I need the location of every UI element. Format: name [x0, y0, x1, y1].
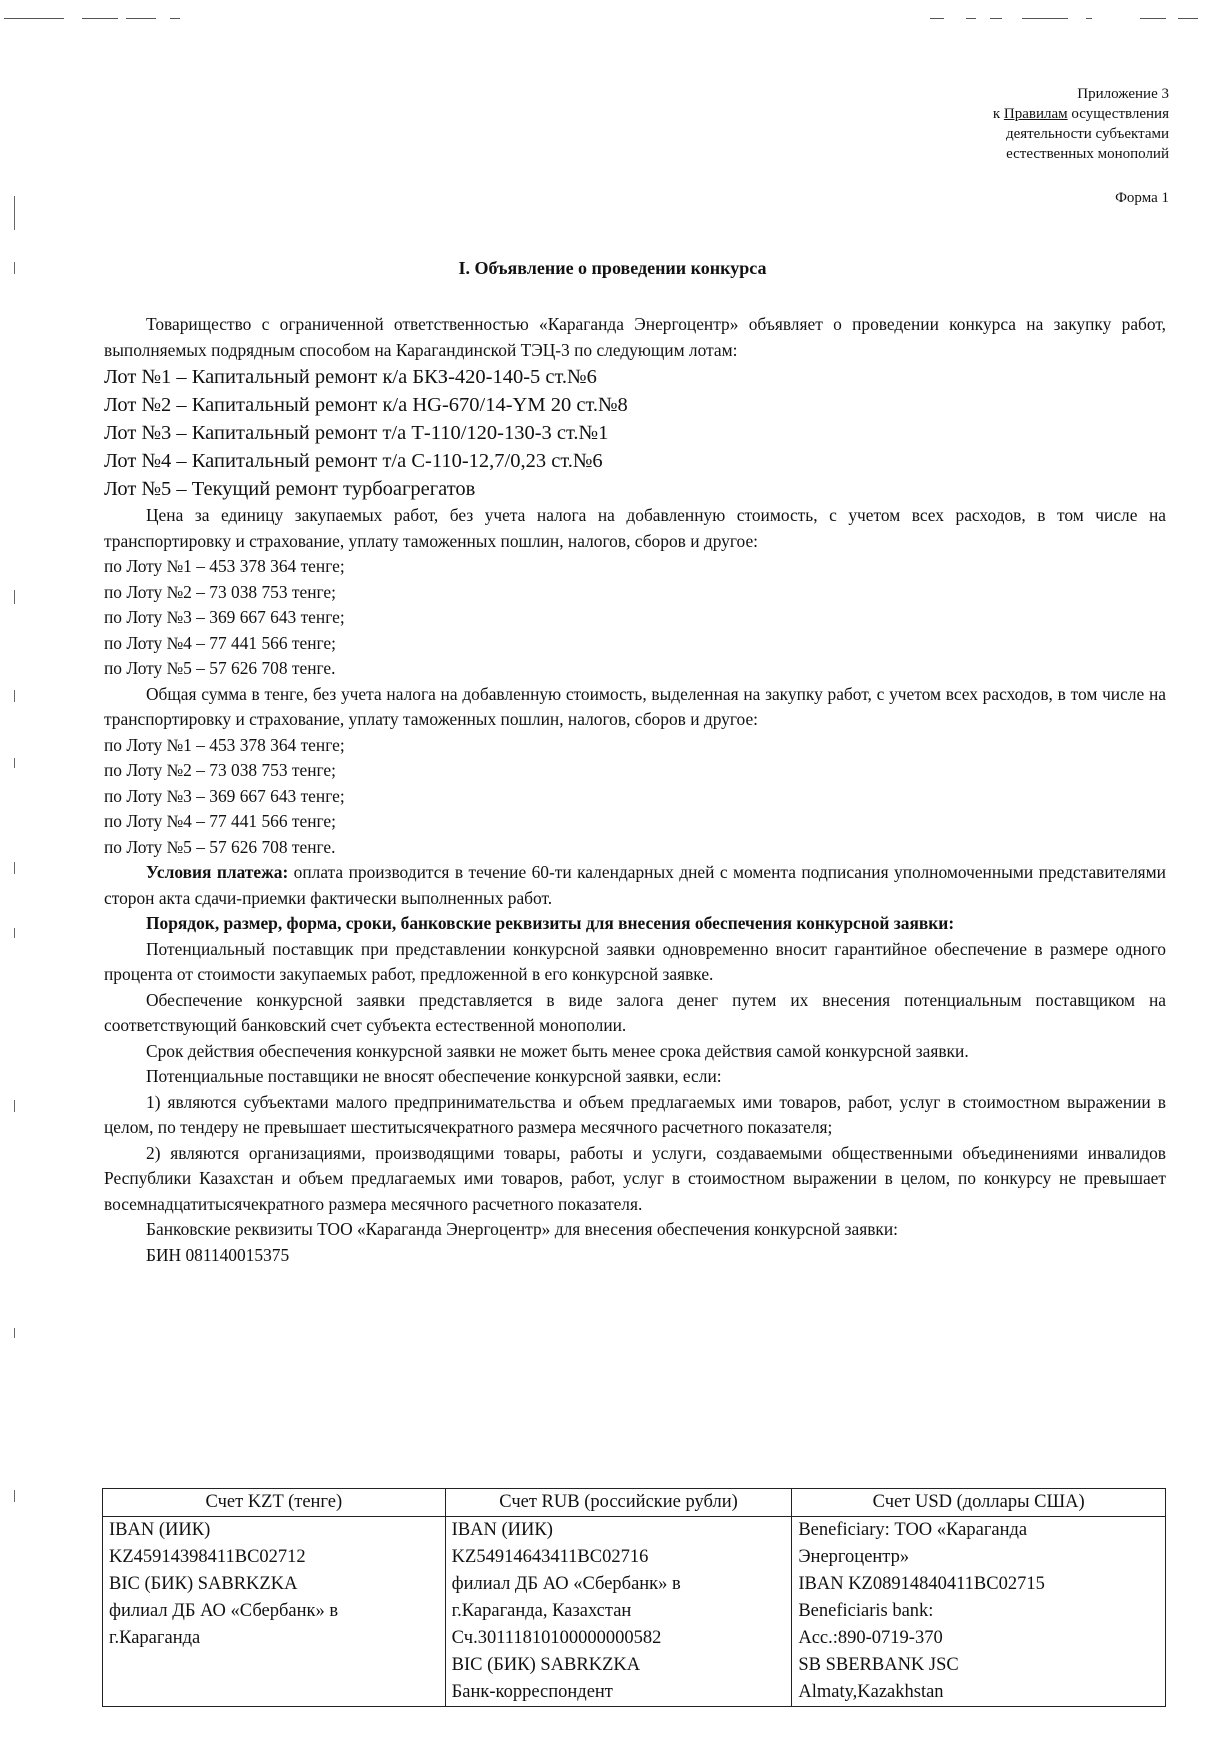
document-title: I. Объявление о проведении конкурса: [458, 258, 767, 278]
scan-edge-top: [0, 18, 1225, 20]
security-paragraph-2: Обеспечение конкурсной заявки представляется в виде залога денег путем их внесения потенциальным поставщиком на соответствующий банковский счет субъекта естественной монополии.: [104, 989, 1166, 1035]
total-item: по Лоту №2 – 73 038 753 тенге;: [104, 760, 336, 780]
bin-number: БИН 081140015375: [146, 1244, 290, 1265]
kzt-account-cell: IBAN (ИИК) KZ45914398411BC02712 BIC (БИК) SABRKZKA филиал ДБ АО «Сбербанк» в г.Караганда: [103, 1517, 446, 1707]
security-paragraph-1: Потенциальный поставщик при представлении конкурсной заявки одновременно вносит гарантийное обеспечение в размере одного процента от стоимости закупаемых работ, предложенной в его конкурсной заявке.: [104, 938, 1166, 984]
unit-price-intro: Цена за единицу закупаемых работ, без учета налога на добавленную стоимость, с учетом всех расходов, в том числе на транспортировку и страхование, уплату таможенных пошлин, налогов, сборов и другое:: [104, 505, 1166, 551]
header-kzt: Счет KZT (тенге): [103, 1489, 446, 1517]
appendix-note: [809, 84, 1169, 164]
exemption-intro: Потенциальные поставщики не вносят обеспечение конкурсной заявки, если:: [146, 1066, 722, 1086]
form-label: Форма 1: [1115, 190, 1169, 206]
appendix-line-3: деятельности субъектами: [1005, 126, 1169, 142]
header-usd: Счет USD (доллары США): [792, 1489, 1166, 1517]
total-item: по Лоту №1 – 453 378 364 тенге;: [104, 734, 345, 755]
unit-price-item: по Лоту №3 – 369 667 643 тенге;: [104, 607, 345, 627]
payment-terms: Условия платежа: оплата производится в течение 60-ти календарных дней с момента подписания уполномоченными представителями сторон акта сдачи-приемки фактически выполненных работ.: [104, 862, 1166, 908]
exemption-item-2: 2) являются организациями, производящими товары, работы и услуги, создаваемыми общественными объединениями инвалидов Республики Казахстан и объем предлагаемых ими товаров, работ, услуг в стоимостном выражении в целом, по конкурсу не превышает восемнадцатитысячекратного размера месячного расчетного показателя.: [104, 1142, 1166, 1214]
security-heading: Порядок, размер, форма, сроки, банковские реквизиты для внесения обеспечения конкурсной заявки:: [146, 913, 955, 933]
rub-account-cell: IBAN (ИИК) KZ54914643411BC02716 филиал ДБ АО «Сбербанк» в г.Караганда, Казахстан Сч.30111810100000000582 BIC (БИК) SABRKZKA Банк-корреспондент: [445, 1517, 792, 1707]
total-intro: Общая сумма в тенге, без учета налога на добавленную стоимость, выделенная на закупку работ, с учетом всех расходов, в том числе на транспортировку и страхование, уплату таможенных пошлин, налогов, сборов и другое:: [104, 683, 1166, 729]
intro-paragraph: Товарищество с ограниченной ответственностью «Караганда Энергоцентр» объявляет о проведении конкурса на закупку работ, выполняемых подрядным способом на Карагандинской ТЭЦ-3 по следующим лотам:: [104, 314, 1166, 360]
table-header-row: [103, 1489, 1166, 1517]
appendix-line-2: к Правилам осуществления: [992, 106, 1169, 122]
document-body: [104, 312, 1166, 1268]
rules-link: Правилам: [1003, 106, 1068, 122]
header-rub: Счет RUB (российские рубли): [445, 1489, 792, 1517]
appendix-line-4: естественных монополий: [1006, 146, 1169, 162]
usd-account-cell: Beneficiary: ТОО «Караганда Энергоцентр» IBAN KZ08914840411BC02715 Beneficiaris bank: Acc.:890-0719-370 SB SBERBANK JSC Almaty,Kazakhstan: [792, 1517, 1166, 1707]
table-row: [103, 1517, 1166, 1707]
security-paragraph-3: Срок действия обеспечения конкурсной заявки не может быть менее срока действия самой конкурсной заявки.: [146, 1040, 969, 1061]
unit-price-item: по Лоту №5 – 57 626 708 тенге.: [104, 658, 336, 678]
total-item: по Лоту №4 – 77 441 566 тенге;: [104, 811, 336, 831]
lot-item: Лот №2 – Капитальный ремонт к/а HG-670/14-YM 20 ст.№8: [104, 394, 628, 416]
bank-details-intro: Банковские реквизиты ТОО «Караганда Энергоцентр» для внесения обеспечения конкурсной заявки:: [146, 1219, 898, 1239]
total-item: по Лоту №5 – 57 626 708 тенге.: [104, 836, 336, 857]
lot-item: Лот №5 – Текущий ремонт турбоагрегатов: [104, 478, 476, 500]
unit-price-item: по Лоту №1 – 453 378 364 тенге;: [104, 556, 345, 576]
lot-item: Лот №3 – Капитальный ремонт т/а Т-110/120-130-3 ст.№1: [104, 422, 609, 444]
bank-details-table: [102, 1488, 1166, 1707]
payment-terms-label: Условия платежа:: [146, 862, 289, 882]
unit-price-item: по Лоту №4 – 77 441 566 тенге;: [104, 632, 336, 653]
appendix-line-1: Приложение 3: [1077, 86, 1169, 102]
total-item: по Лоту №3 – 369 667 643 тенге;: [104, 785, 345, 806]
lot-item: Лот №4 – Капитальный ремонт т/а С-110-12,7/0,23 ст.№6: [104, 450, 603, 472]
lot-item: Лот №1 – Капитальный ремонт к/а БКЗ-420-140-5 ст.№6: [104, 366, 597, 388]
unit-price-item: по Лоту №2 – 73 038 753 тенге;: [104, 581, 336, 602]
exemption-item-1: 1) являются субъектами малого предпринимательства и объем предлагаемых ими товаров, работ, услуг в стоимостном выражении в целом, по тендеру не превышает шеститысячекратного размера месячного расчетного показателя;: [104, 1091, 1166, 1137]
